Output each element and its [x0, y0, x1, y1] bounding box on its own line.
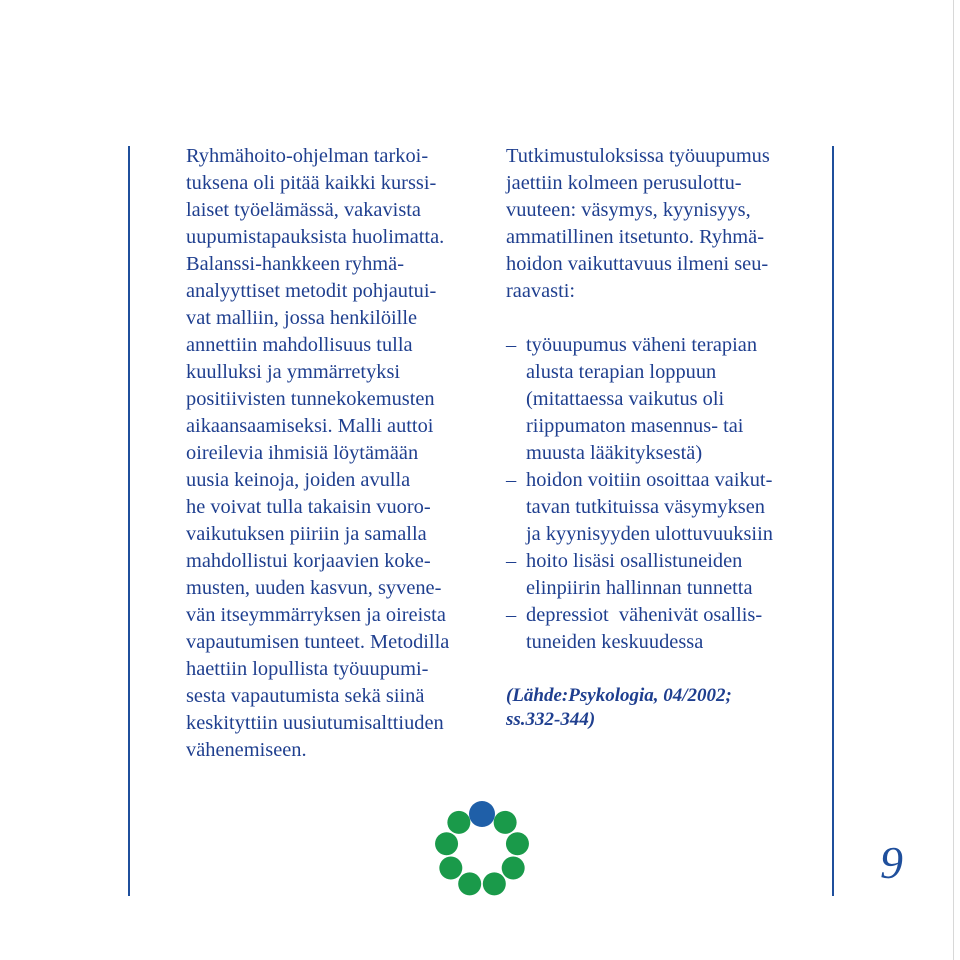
list-item [506, 332, 806, 467]
paragraph-gap [506, 305, 806, 332]
left-column-line: aikaansaamiseksi. Malli auttoi [186, 415, 434, 437]
left-column-line: laiset työelämässä, vakavista [186, 199, 421, 221]
list-item-continuation: ja kyynisyyden ulottuvuuksiin [526, 523, 773, 545]
intro-line: vuuteen: väsymys, kyynisyys, [506, 199, 751, 221]
list-item-first-line [506, 548, 806, 575]
intro-line: Tutkimustuloksissa työuupumus [506, 145, 770, 167]
dash-bullet: – [506, 334, 517, 356]
dash-bullet: – [506, 550, 517, 572]
list-item-text: työuupumus väheni terapian [526, 334, 758, 356]
intro-line: jaettiin kolmeen perusulottu- [506, 172, 742, 194]
logo-top-dot [469, 801, 495, 827]
left-column-line: vän itseymmärryksen ja oireista [186, 604, 446, 626]
left-column-line: mahdollistui korjaavien koke- [186, 550, 431, 572]
list-item-text: depressiot vähenivät osallis- [526, 604, 763, 626]
source-line-2: ss.332-344) [506, 709, 596, 730]
intro-line: hoidon vaikuttavuus ilmeni seu- [506, 253, 769, 275]
list-item [506, 602, 806, 656]
logo-ring-dot [447, 811, 470, 834]
left-column-line: musten, uuden kasvun, syvene- [186, 577, 442, 599]
left-column-line: vat malliin, jossa henkilöille [186, 307, 418, 329]
dash-bullet: – [506, 604, 517, 626]
left-column-line: uupumistapauksista huolimatta. [186, 226, 445, 248]
left-column-line: vaikutuksen piiriin ja samalla [186, 523, 427, 545]
list-item-continuation: tuneiden keskuudessa [526, 631, 704, 653]
left-column-line: Ryhmähoito-ohjelman tarkoi- [186, 145, 429, 167]
list-item-continuation: elinpiirin hallinnan tunnetta [526, 577, 753, 599]
left-column-line: keskityttiin uusiutumisalttiuden [186, 712, 444, 734]
logo-ring-dot [506, 832, 529, 855]
source-line-1: (Lähde:Psykologia, 04/2002; [506, 685, 732, 706]
left-column-line: vähenemiseen. [186, 739, 307, 761]
left-column-line: kuulluksi ja ymmärretyksi [186, 361, 401, 383]
dash-bullet: – [506, 469, 517, 491]
left-margin-rule [128, 146, 130, 896]
list-item-first-line [506, 332, 806, 359]
logo-ring-dot [483, 872, 506, 895]
left-column-line: sesta vapautumista sekä siinä [186, 685, 425, 707]
left-column-line: haettiin lopullista työuupumi- [186, 658, 429, 680]
list-item-continuation: riippumaton masennus- tai [526, 415, 744, 437]
intro-line: ammatillinen itsetunto. Ryhmä- [506, 226, 764, 248]
results-list [506, 332, 806, 656]
page-number: 9 [880, 837, 903, 888]
left-column-line: he voivat tulla takaisin vuoro- [186, 496, 431, 518]
left-column-line: uusia keinoja, joiden avulla [186, 469, 411, 491]
list-item-first-line [506, 467, 806, 494]
circle-of-dots-logo-icon [432, 800, 532, 900]
intro-line: raavasti: [506, 280, 576, 302]
list-item-continuation: alusta terapian loppuun [526, 361, 717, 383]
logo-ring-dot [439, 857, 462, 880]
left-text-column [186, 143, 486, 764]
left-column-line: tuksena oli pitää kaikki kurssi- [186, 172, 437, 194]
logo-ring-dot [458, 872, 481, 895]
left-column-line: positiivisten tunnekokemusten [186, 388, 435, 410]
list-item [506, 467, 806, 548]
list-item [506, 548, 806, 602]
intro-paragraph [506, 143, 806, 305]
left-column-line: annettiin mahdollisuus tulla [186, 334, 413, 356]
logo-ring-dot [502, 857, 525, 880]
list-item-continuation: muusta lääkityksestä) [526, 442, 703, 464]
source-citation [506, 684, 806, 732]
logo-ring-dot [435, 832, 458, 855]
list-item-text: hoito lisäsi osallistuneiden [526, 550, 743, 572]
left-column-line: vapautumisen tunteet. Metodilla [186, 631, 450, 653]
left-column-line: oireilevia ihmisiä löytämään [186, 442, 419, 464]
list-item-continuation: tavan tutkituissa väsymyksen [526, 496, 765, 518]
right-text-column [506, 143, 806, 656]
list-item-text: hoidon voitiin osoittaa vaikut- [526, 469, 773, 491]
left-column-line: analyyttiset metodit pohjautui- [186, 280, 437, 302]
left-column-line: Balanssi-hankkeen ryhmä- [186, 253, 404, 275]
list-item-first-line [506, 602, 806, 629]
page-edge-line [953, 0, 954, 960]
logo-ring-dot [494, 811, 517, 834]
list-item-continuation: (mitattaessa vaikutus oli [526, 388, 725, 410]
right-margin-rule [832, 146, 834, 896]
